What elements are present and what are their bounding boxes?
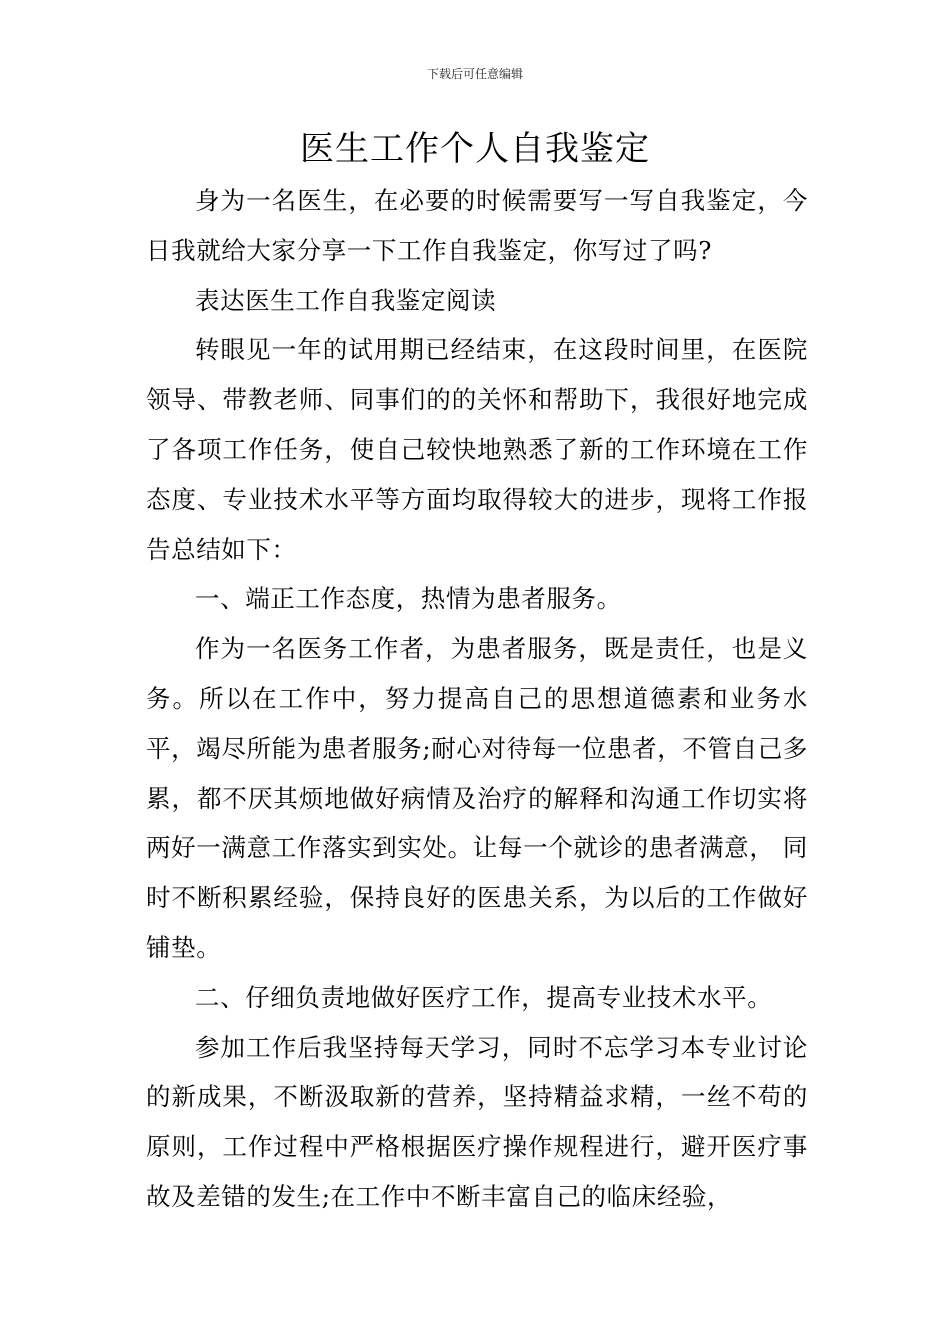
- paragraph-subtitle: 表达医生工作自我鉴定阅读: [195, 285, 497, 315]
- section-heading-1: 一、端正工作态度，热情为患者服务。: [195, 584, 622, 614]
- header-note: 下载后可任意编辑: [426, 67, 523, 81]
- document-body: [146, 176, 808, 1222]
- section-heading-2: 二、仔细负责地做好医疗工作，提高专业技术水平。: [195, 982, 773, 1012]
- document-title: 医生工作个人自我鉴定: [300, 129, 650, 169]
- paragraph-intro: 身为一名医生，在必要的时候需要写一写自我鉴定，今日我就给大家分享一下工作自我鉴定，你写过了吗?: [146, 186, 808, 265]
- paragraph-section-2: 参加工作后我坚持每天学习，同时不忘学习本专业讨论的新成果，不断汲取新的营养，坚持精益求精，一丝不苟的原则，工作过程中严格根据医疗操作规程进行，避开医疗事故及差错的发生;在工作中不断丰富自己的临床经验，: [146, 1032, 808, 1211]
- paragraph-opening: 转眼见一年的试用期已经结束，在这段时间里，在医院领导、带教老师、同事们的的关怀和帮助下，我很好地完成了各项工作任务，使自己较快地熟悉了新的工作环境在工作态度、专业技术水平等方面均取得较大的进步，现将工作报告总结如下：: [146, 335, 808, 564]
- paragraph-section-1: 作为一名医务工作者，为患者服务，既是责任，也是义务。所以在工作中，努力提高自己的思想道德素和业务水平，竭尽所能为患者服务;耐心对待每一位患者，不管自己多累，都不厌其烦地做好病情及治疗的解释和沟通工作切实将两好一满意工作落实到实处。让每一个就诊的患者满意， 同时不断积累经验，保持良好的医患关系，为以后的工作做好铺垫。: [146, 634, 808, 962]
